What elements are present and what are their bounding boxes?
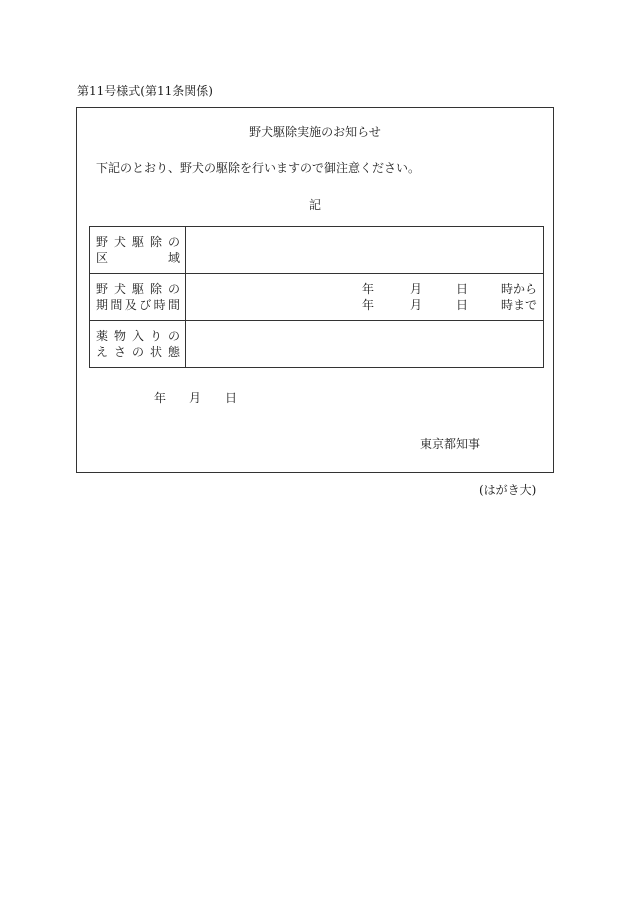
date-year: 年 [154, 391, 167, 405]
period-end-year: 年 [362, 298, 375, 312]
label-bait-line-2: えさの状態 [96, 345, 180, 359]
value-period [186, 274, 544, 321]
period-start-year: 年 [362, 282, 375, 296]
table-row-period [90, 274, 544, 321]
notice-card [76, 107, 554, 473]
value-area [186, 227, 544, 274]
table-row-bait [90, 321, 544, 368]
label-area-line-1: 野犬駆除の [96, 235, 180, 249]
notice-title: 野犬駆除実施のお知らせ [249, 125, 381, 139]
label-area [90, 227, 186, 274]
label-period [90, 274, 186, 321]
label-area-line-2: 区 域 [96, 251, 180, 265]
value-bait [186, 321, 544, 368]
table-row-area [90, 227, 544, 274]
notice-intro: 下記のとおり、野犬の駆除を行いますので御注意ください。 [96, 161, 421, 175]
issuer-name: 東京都知事 [420, 437, 481, 451]
period-end-suffix: 時まで [500, 298, 537, 312]
period-start-suffix: 時から [500, 282, 537, 296]
label-period-line-2: 期間及び時間 [96, 298, 180, 312]
notice-date [77, 391, 277, 405]
form-number: 第11号様式(第11条関係) [77, 84, 213, 98]
label-period-line-1: 野犬駆除の [96, 282, 180, 296]
period-start-month: 月 [410, 282, 423, 296]
details-table [89, 226, 544, 368]
period-end-row [186, 297, 543, 313]
period-start-row [186, 281, 543, 297]
date-day: 日 [225, 391, 238, 405]
ki-heading: 記 [308, 198, 321, 212]
period-start-day: 日 [456, 282, 469, 296]
label-bait-line-1: 薬物入りの [96, 329, 180, 343]
period-end-month: 月 [410, 298, 423, 312]
period-end-day: 日 [456, 298, 469, 312]
label-bait [90, 321, 186, 368]
size-note: (はがき大) [479, 483, 537, 497]
date-month: 月 [189, 391, 202, 405]
